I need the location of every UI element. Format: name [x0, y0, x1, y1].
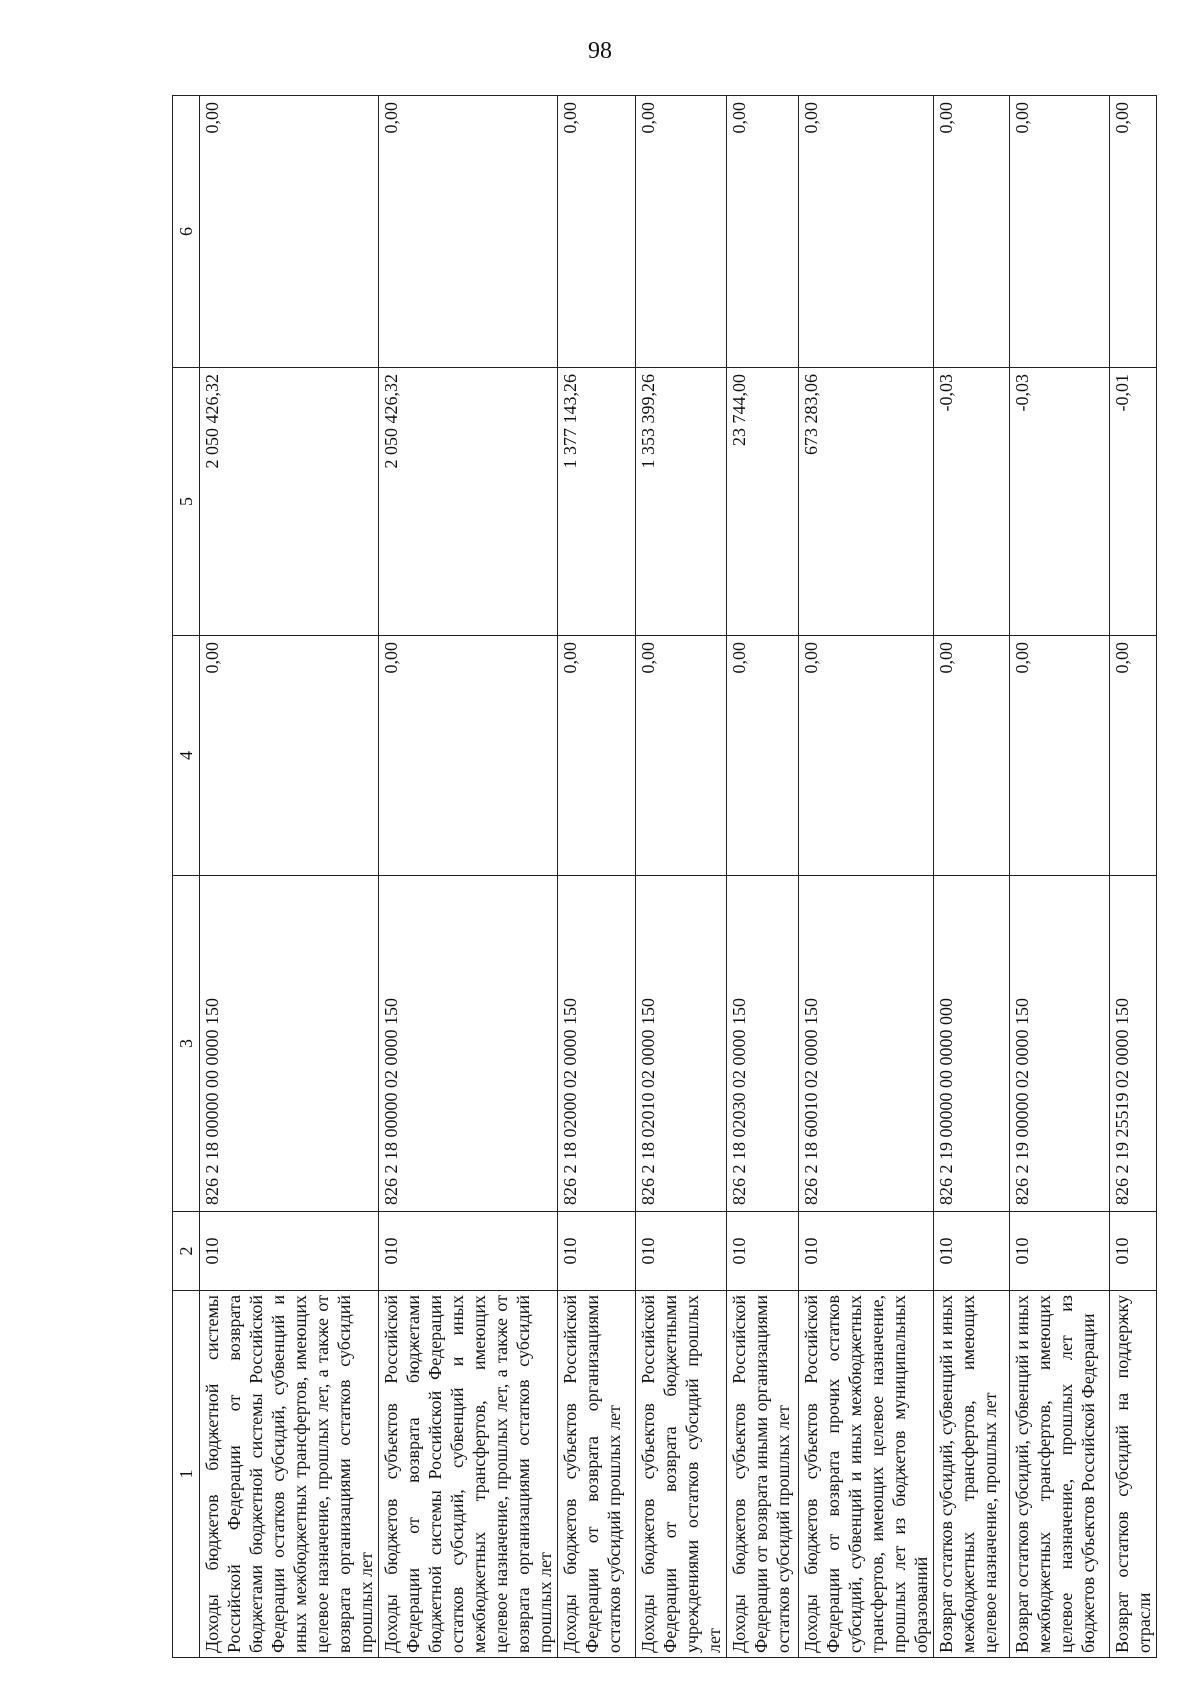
row-code: 826 2 18 02000 02 0000 150 — [558, 876, 636, 1212]
row-name: Доходы бюджетов бюджетной системы Российской Федерации от возврата бюджетами бюджетной системы Российской Федерации остатков субсидий, субвенций и иных межбюджетных трансфертов, имеющих целевое назначение, прошлых лет, а также от возврата организациями остатков субсидий прошлых лет — [200, 1291, 379, 1658]
row-code: 826 2 18 02030 02 0000 150 — [727, 876, 799, 1212]
row-col6: 0,00 — [379, 96, 558, 368]
row-name: Доходы бюджетов субъектов Российской Федерации от возврата организациями остатков субсидий прошлых лет — [558, 1291, 636, 1658]
row-code: 826 2 18 02010 02 0000 150 — [636, 876, 727, 1212]
row-col4: 0,00 — [636, 636, 727, 876]
header-col-5: 5 — [173, 368, 200, 636]
row-name: Возврат остатков субсидий на поддержку отрасли — [1110, 1291, 1157, 1658]
row-line: 010 — [934, 1212, 1010, 1291]
table-row — [727, 96, 799, 1658]
row-col6: 0,00 — [727, 96, 799, 368]
row-line: 010 — [200, 1212, 379, 1291]
row-col6: 0,00 — [636, 96, 727, 368]
row-name: Доходы бюджетов субъектов Российской Федерации от возврата бюджетными учреждениями остатков субсидий прошлых лет — [636, 1291, 727, 1658]
table-row — [1110, 96, 1157, 1658]
header-col-4: 4 — [173, 636, 200, 876]
row-col5: 673 283,06 — [799, 368, 934, 636]
row-col4: 0,00 — [1010, 636, 1110, 876]
row-name: Возврат остатков субсидий, субвенций и иных межбюджетных трансфертов, имеющих целевое назначение, прошлых лет из бюджетов субъектов Российской Федерации — [1010, 1291, 1110, 1658]
row-col5: 2 050 426,32 — [200, 368, 379, 636]
row-col5: 1 377 143,26 — [558, 368, 636, 636]
row-col5: -0,01 — [1110, 368, 1157, 636]
header-col-6: 6 — [173, 96, 200, 368]
row-line: 010 — [1110, 1212, 1157, 1291]
rotated-table-wrapper — [172, 96, 1154, 1658]
row-code: 826 2 18 00000 00 0000 150 — [200, 876, 379, 1212]
row-line: 010 — [727, 1212, 799, 1291]
row-line: 010 — [558, 1212, 636, 1291]
row-col6: 0,00 — [1010, 96, 1110, 368]
table-row — [379, 96, 558, 1658]
row-code: 826 2 19 00000 02 0000 150 — [1010, 876, 1110, 1212]
row-code: 826 2 19 25519 02 0000 150 — [1110, 876, 1157, 1212]
page-number: 98 — [588, 38, 612, 64]
row-col4: 0,00 — [200, 636, 379, 876]
header-col-3: 3 — [173, 876, 200, 1212]
row-line: 010 — [379, 1212, 558, 1291]
row-name: Возврат остатков субсидий, субвенций и иных межбюджетных трансфертов, имеющих целевое назначение, прошлых лет — [934, 1291, 1010, 1658]
row-col5: 23 744,00 — [727, 368, 799, 636]
row-code: 826 2 18 00000 02 0000 150 — [379, 876, 558, 1212]
table-row — [200, 96, 379, 1658]
header-col-1: 1 — [173, 1291, 200, 1658]
row-col6: 0,00 — [1110, 96, 1157, 368]
row-name: Доходы бюджетов субъектов Российской Федерации от возврата бюджетами бюджетной системы Российской Федерации остатков субсидий, субвенций и иных межбюджетных трансфертов, имеющих целевое назначение, прошлых лет, а также от возврата организациями остатков субсидий прошлых лет — [379, 1291, 558, 1658]
budget-table — [172, 95, 1157, 1658]
row-line: 010 — [1010, 1212, 1110, 1291]
table-row — [558, 96, 636, 1658]
row-name: Доходы бюджетов субъектов Российской Федерации от возврата иными организациями остатков субсидий прошлых лет — [727, 1291, 799, 1658]
row-col4: 0,00 — [379, 636, 558, 876]
row-code: 826 2 18 60010 02 0000 150 — [799, 876, 934, 1212]
row-col5: 2 050 426,32 — [379, 368, 558, 636]
row-col5: -0,03 — [934, 368, 1010, 636]
row-col4: 0,00 — [558, 636, 636, 876]
row-col5: -0,03 — [1010, 368, 1110, 636]
row-line: 010 — [799, 1212, 934, 1291]
row-col6: 0,00 — [799, 96, 934, 368]
row-line: 010 — [636, 1212, 727, 1291]
row-name: Доходы бюджетов субъектов Российской Федерации от возврата прочих остатков субсидий, субвенций и иных межбюджетных трансфертов, имеющих целевое назначение, прошлых лет из бюджетов муниципальных образований — [799, 1291, 934, 1658]
row-col4: 0,00 — [1110, 636, 1157, 876]
row-col6: 0,00 — [934, 96, 1010, 368]
row-col4: 0,00 — [934, 636, 1010, 876]
table-row — [1010, 96, 1110, 1658]
row-col6: 0,00 — [200, 96, 379, 368]
row-code: 826 2 19 00000 00 0000 000 — [934, 876, 1010, 1212]
row-col6: 0,00 — [558, 96, 636, 368]
row-col5: 1 353 399,26 — [636, 368, 727, 636]
row-col4: 0,00 — [799, 636, 934, 876]
header-col-2: 2 — [173, 1212, 200, 1291]
table-row — [636, 96, 727, 1658]
row-col4: 0,00 — [727, 636, 799, 876]
table-row — [934, 96, 1010, 1658]
header-row — [173, 96, 200, 1658]
table-row — [799, 96, 934, 1658]
